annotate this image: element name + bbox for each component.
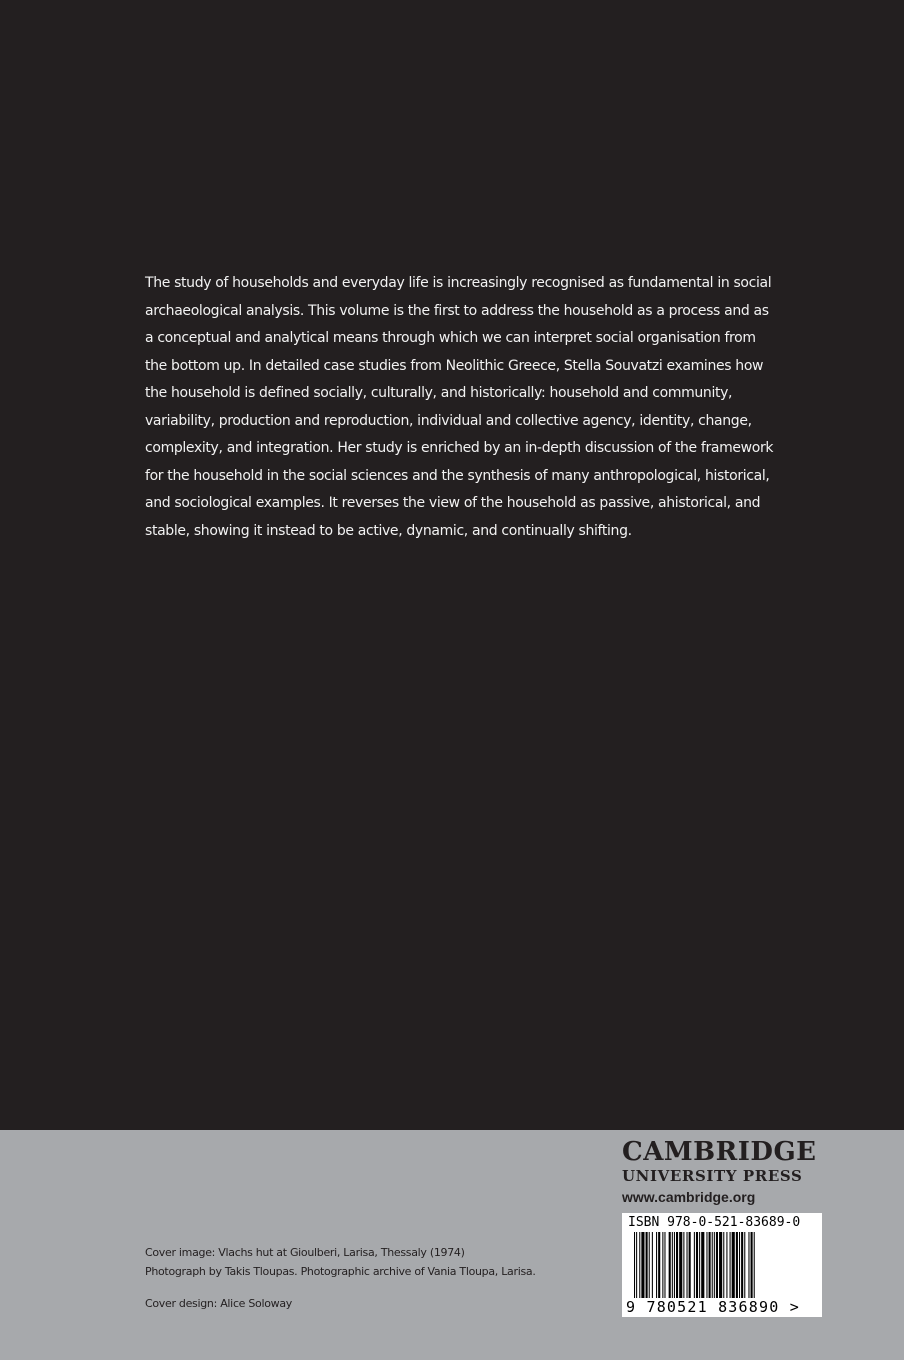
cover-design-credit: Cover design: Alice Soloway [145,1297,292,1310]
barcode-bar [658,1232,660,1298]
blurb-line: the bottom up. In detailed case studies from Neolithic Greece, Stella Souvatzi examines how [145,357,764,374]
barcode-bar [744,1232,745,1298]
barcode-bar [672,1232,673,1298]
barcode-bar [689,1232,691,1298]
blurb-line: a conceptual and analytical means through which we can interpret social organisation from [145,330,756,346]
publisher-subtitle: UNIVERSITY PRESS [622,1167,803,1185]
barcode-digits: 9 780521 836890 > [626,1298,800,1316]
barcode-bar [712,1232,713,1298]
blurb-line: stable, showing it instead to be active, dynamic, and continually shifting. [145,522,632,539]
barcode-bar [701,1232,704,1298]
publisher-logo [622,1137,822,1207]
barcode-bar [730,1232,731,1298]
barcode-bar [679,1232,682,1298]
barcode-bar [739,1232,740,1298]
cover-image-credit: Cover image: Vlachs hut at Gioulberi, Larisa, Thessaly (1974) [145,1246,465,1259]
barcode-bar [641,1232,644,1298]
blurb-line: complexity, and integration. Her study is enriched by an in-depth discussion of the framework [145,440,774,456]
isbn-label: ISBN 978-0-521-83689-0 [628,1215,801,1230]
barcode-bar [649,1232,650,1298]
barcode-bar [652,1232,653,1298]
barcode-bar [694,1232,695,1298]
barcode-bar [736,1232,738,1298]
barcode-bar [714,1232,715,1298]
barcode-bar [664,1232,665,1298]
barcode-bar [706,1232,707,1298]
barcode-bar [669,1232,671,1298]
barcode-bar [636,1232,637,1298]
barcode-bar [716,1232,718,1298]
barcode-bar [699,1232,700,1298]
blurb-line: for the household in the social sciences and the synthesis of many anthropological, historical, [145,467,770,484]
barcode-box [622,1213,822,1317]
barcode-bar [709,1232,711,1298]
blurb-line: archaeological analysis. This volume is the first to address the household as a process and as [145,302,769,319]
barcode-bar [751,1232,753,1298]
barcode-bar [674,1232,675,1298]
barcode-bar [748,1232,749,1298]
barcode-bar [754,1232,755,1298]
blurb-line: the household is defined socially, culturally, and historically: household and community, [145,385,733,401]
barcode-bar [741,1232,743,1298]
publisher-website: www.cambridge.org [622,1189,756,1205]
photograph-credit: Photograph by Takis Tloupas. Photographic archive of Vania Tloupa, Larisa. [145,1265,536,1278]
barcode-bar [719,1232,722,1298]
barcode-bar [732,1232,735,1298]
blurb-line: and sociological examples. It reverses the view of the household as passive, ahistorical, and [145,495,761,511]
barcode-bar [676,1232,678,1298]
barcode-bars [634,1232,804,1298]
barcode-bar [726,1232,727,1298]
barcode-bar [687,1232,688,1298]
blurb-line: variability, production and reproduction, individual and collective agency, identity, change, [145,412,752,429]
barcode-bar [696,1232,698,1298]
publisher-name: CAMBRIDGE [622,1137,817,1167]
barcode-bar [646,1232,648,1298]
book-blurb [145,270,774,545]
barcode-bar [723,1232,724,1298]
blurb-line: The study of households and everyday life is increasingly recognised as fundamental in social [145,275,772,291]
barcode-bar [656,1232,657,1298]
barcode-bar [683,1232,684,1298]
barcode-bar [634,1232,635,1298]
barcode-bar [639,1232,640,1298]
barcode-bar [662,1232,663,1298]
cover-credits [145,1243,536,1313]
